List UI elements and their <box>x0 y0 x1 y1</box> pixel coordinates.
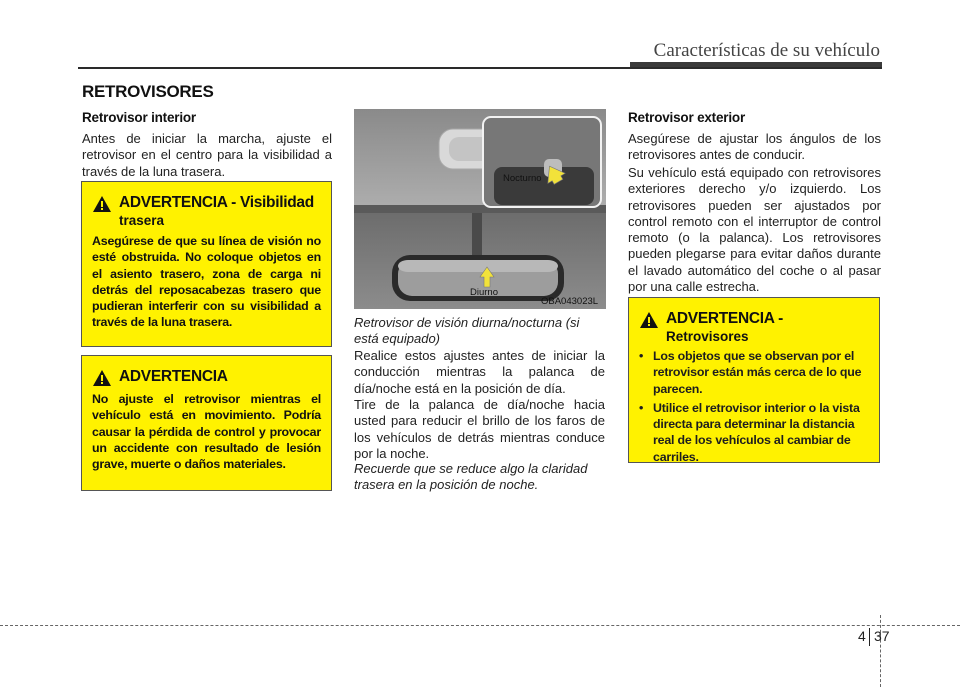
daynight-para-3: Recuerde que se reduce algo la claridad trasera en la posición de noche. <box>354 461 588 493</box>
warning-visibility-body: Asegúrese de que su línea de visión no esté obstruida. No coloque objetos en el asiento trasero, zona de carga ni detrás del reposacabezas trasero que pudieran interferir con su visibilidad a través de la luna trasera. <box>92 234 321 330</box>
warning-mirrors-list <box>639 348 869 465</box>
warning-triangle-icon <box>92 369 112 387</box>
interior-mirror-heading: Retrovisor interior <box>82 110 196 125</box>
chapter-number: 4 <box>858 628 866 644</box>
warning-mirrors-box <box>628 297 880 463</box>
list-item: • Los objetos que se observan por el retrovisor están más cerca de lo que parecen. <box>639 348 869 397</box>
warning-adjust-body: No ajuste el retrovisor mientras el vehículo está en movimiento. Podría causar la pérdida de control y provocar un accidente con resultado de lesión grave, muerte o daños materiales. <box>92 392 321 472</box>
warning-mirrors-title: ADVERTENCIA - <box>666 310 783 327</box>
figure-caption: Retrovisor de visión diurna/nocturna (si está equipado) <box>354 315 580 347</box>
warning-triangle-icon <box>92 195 112 213</box>
page-separator <box>869 628 870 646</box>
warning-adjust-box <box>81 355 332 491</box>
warning-visibility-title: ADVERTENCIA - Visibilidad <box>119 194 314 211</box>
warning-visibility-subtitle: trasera <box>119 213 165 228</box>
exterior-mirror-heading: Retrovisor exterior <box>628 110 745 125</box>
interior-intro: Antes de iniciar la marcha, ajuste el retrovisor en el centro para la visibilidad a través de la luna trasera. <box>82 131 332 179</box>
warning-mirrors-subtitle: Retrovisores <box>666 329 749 344</box>
exterior-para-1: Asegúrese de ajustar los ángulos de los retrovisores antes de conducir. <box>628 131 881 163</box>
label-night: Nocturno <box>503 173 542 184</box>
daynight-para-1: Realice estos ajustes antes de iniciar la conducción mientras la palanca de día/noche está en la posición de día. <box>354 348 605 396</box>
footer-divider <box>880 615 881 687</box>
page-number: 37 <box>874 628 890 644</box>
running-header: Características de su vehículo <box>653 40 880 61</box>
footer-rule <box>0 625 960 626</box>
exterior-para-2: Su vehículo está equipado con retrovisores exteriores derecho y/o izquierdo. Los retrovisores pueden ser ajustados por control remoto con el interruptor de control remoto (o la palanca). Los retrovisores pueden plegarse para evitar daños durante el lavado automático del coche o al pasar por una calle estrecha. <box>628 165 881 295</box>
section-title: RETROVISORES <box>82 82 214 101</box>
warning-adjust-title: ADVERTENCIA <box>119 368 228 385</box>
rearview-mirror-photo <box>354 109 606 309</box>
list-item: • Utilice el retrovisor interior o la vista directa para determinar la distancia real de los vehículos al cambiar de carriles. <box>639 400 869 465</box>
warning-triangle-icon <box>639 311 659 329</box>
warning-visibility-box <box>81 181 332 347</box>
daynight-para-2: Tire de la palanca de día/noche hacia usted para reducir el brillo de los faros de los vehículos de detrás mientras conduce por la noche. <box>354 397 605 461</box>
label-day: Diurno <box>470 287 498 298</box>
figure-code: OBA043023L <box>541 296 599 307</box>
header-rule <box>78 67 882 69</box>
